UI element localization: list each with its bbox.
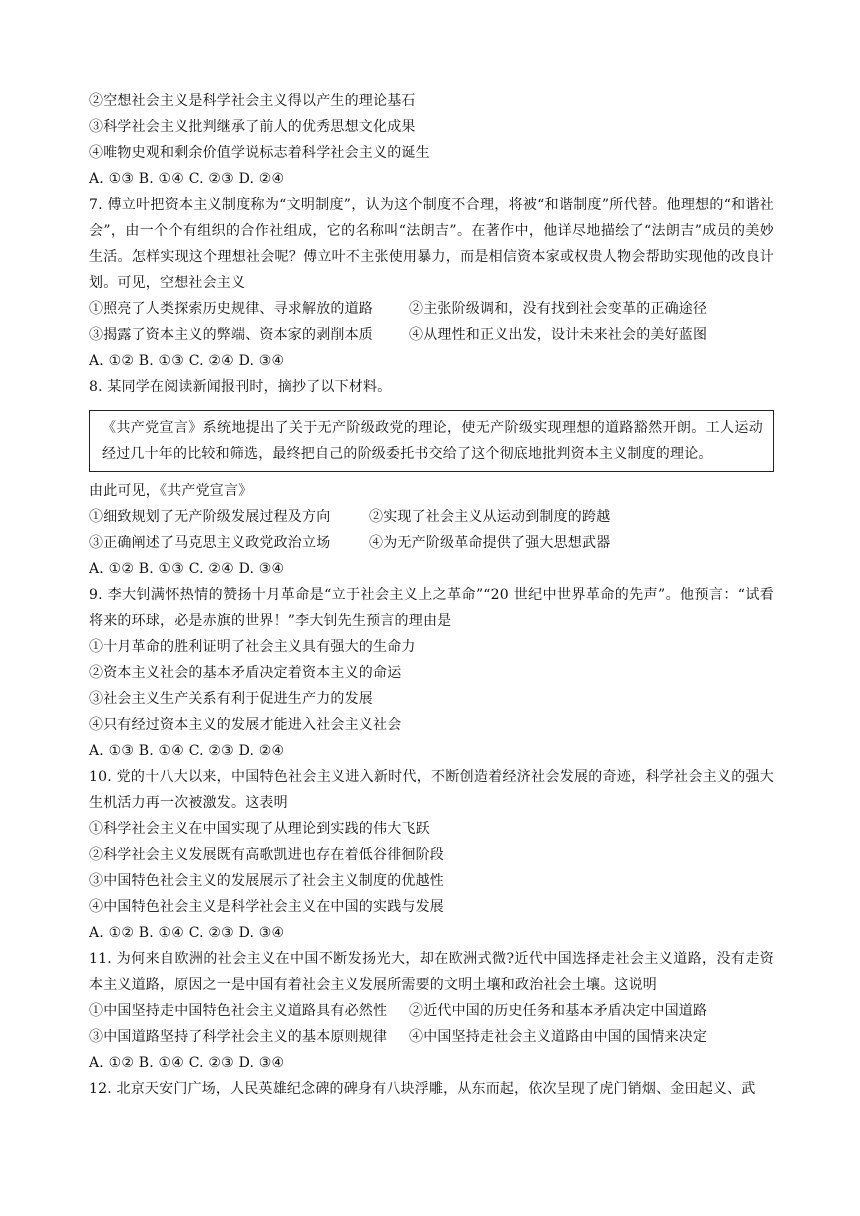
q10-option-2: ②科学社会主义发展既有高歌凯进也存在着低谷徘徊阶段	[89, 847, 444, 863]
q6-answer-choices: A. ①③ B. ①④ C. ②③ D. ②④	[89, 171, 285, 187]
q11-option-1: ①中国坚持走中国特色社会主义道路具有必然性	[89, 1003, 388, 1019]
q11-answer-choices: A. ①② B. ①④ C. ②③ D. ③④	[89, 1055, 285, 1071]
q9-stem: 9. 李大钊满怀热情的赞扬十月革命是“立于社会主义上之革命”“20 世纪中世界革命的先声”。他预言：“试看将来的环球，必是赤旗的世界！”李大钊先生预言的理由是	[89, 587, 774, 629]
q7-option-2: ②主张阶级调和，没有找到社会变革的正确途径	[409, 301, 708, 317]
q7-option-4: ④从理性和正义出发，设计未来社会的美好蓝图	[409, 327, 708, 343]
q9-option-4: ④只有经过资本主义的发展才能进入社会主义社会	[89, 717, 402, 733]
q7-option-1: ①照亮了人类探索历史规律、寻求解放的道路	[89, 301, 373, 317]
q8-option-2: ②实现了社会主义从运动到制度的跨越	[369, 509, 611, 525]
q10-stem: 10. 党的十八大以来，中国特色社会主义进入新时代，不断创造着经济社会发展的奇迹，科学社会主义的强大生机活力再一次被激发。这表明	[89, 769, 774, 811]
q9-answer-choices: A. ①③ B. ①④ C. ②③ D. ②④	[89, 743, 285, 759]
q7-option-3: ③揭露了资本主义的弊端、资本家的剥削本质	[89, 327, 373, 343]
q7-answer-choices: A. ①② B. ①③ C. ②④ D. ③④	[89, 353, 285, 369]
q8-option-1: ①细致规划了无产阶级发展过程及方向	[89, 509, 331, 525]
q8-answer-choices: A. ①② B. ①③ C. ②④ D. ③④	[89, 561, 285, 577]
q11-option-2: ②近代中国的历史任务和基本矛盾决定中国道路	[409, 1003, 708, 1019]
q7-options-row-2	[89, 322, 774, 348]
q10-option-1: ①科学社会主义在中国实现了从理论到实践的伟大飞跃	[89, 821, 430, 837]
q10-answer-choices: A. ①② B. ①④ C. ②③ D. ③④	[89, 925, 285, 941]
q8-option-3: ③正确阐述了马克思主义政党政治立场	[89, 535, 331, 551]
q8-material-box: 《共产党宣言》系统地提出了关于无产阶级政党的理论，使无产阶级实现理想的道路豁然开朗。工人运动经过几十年的比较和筛选，最终把自己的阶级委托书交给了这个彻底地批判资本主义制度的理论。	[89, 410, 774, 472]
q8-stem: 8. 某同学在阅读新闻报刊时，摘抄了以下材料。	[89, 379, 392, 395]
q7-stem: 7. 傅立叶把资本主义制度称为“文明制度”，认为这个制度不合理，将被“和谐制度”所代替。他理想的“和谐社会”，由一个个有组织的合作社组成，它的名称叫“法朗吉”。在著作中，他详尽地描绘了“法朗吉”成员的美妙生活。怎样实现这个理想社会呢？傅立叶不主张使用暴力，而是相信资本家或权贵人物会帮助实现他的改良计划。可见，空想社会主义	[89, 197, 774, 291]
q8-options-row-2	[89, 530, 774, 556]
q11-option-4: ④中国坚持走社会主义道路由中国的国情来决定	[409, 1029, 708, 1045]
question-list	[89, 88, 774, 1102]
q11-option-3: ③中国道路坚持了科学社会主义的基本原则规律	[89, 1029, 388, 1045]
q7-options-row-1	[89, 296, 774, 322]
q9-option-1: ①十月革命的胜利证明了社会主义具有强大的生命力	[89, 639, 416, 655]
q6-option-2: ②空想社会主义是科学社会主义得以产生的理论基石	[89, 93, 416, 109]
q8-option-4: ④为无产阶级革命提供了强大思想武器	[369, 535, 611, 551]
q8-lead: 由此可见，《共产党宣言》	[89, 483, 253, 499]
q12-stem: 12. 北京天安门广场，人民英雄纪念碑的碑身有八块浮雕，从东而起，依次呈现了虎门销烟、金田起义、武	[89, 1081, 756, 1097]
q10-option-3: ③中国特色社会主义的发展展示了社会主义制度的优越性	[89, 873, 444, 889]
q11-options-row-2	[89, 1024, 774, 1050]
q9-option-3: ③社会主义生产关系有利于促进生产力的发展	[89, 691, 373, 707]
q6-option-3: ③科学社会主义批判继承了前人的优秀思想文化成果	[89, 119, 416, 135]
q10-option-4: ④中国特色社会主义是科学社会主义在中国的实践与发展	[89, 899, 444, 915]
q9-option-2: ②资本主义社会的基本矛盾决定着资本主义的命运	[89, 665, 402, 681]
q11-options-row-1	[89, 998, 774, 1024]
q8-options-row-1	[89, 504, 774, 530]
q6-option-4: ④唯物史观和剩余价值学说标志着科学社会主义的诞生	[89, 145, 430, 161]
q11-stem: 11. 为何来自欧洲的社会主义在中国不断发扬光大，却在欧洲式微?近代中国选择走社会主义道路，没有走资本主义道路，原因之一是中国有着社会主义发展所需要的文明土壤和政治社会土壤。这说明	[89, 951, 774, 993]
